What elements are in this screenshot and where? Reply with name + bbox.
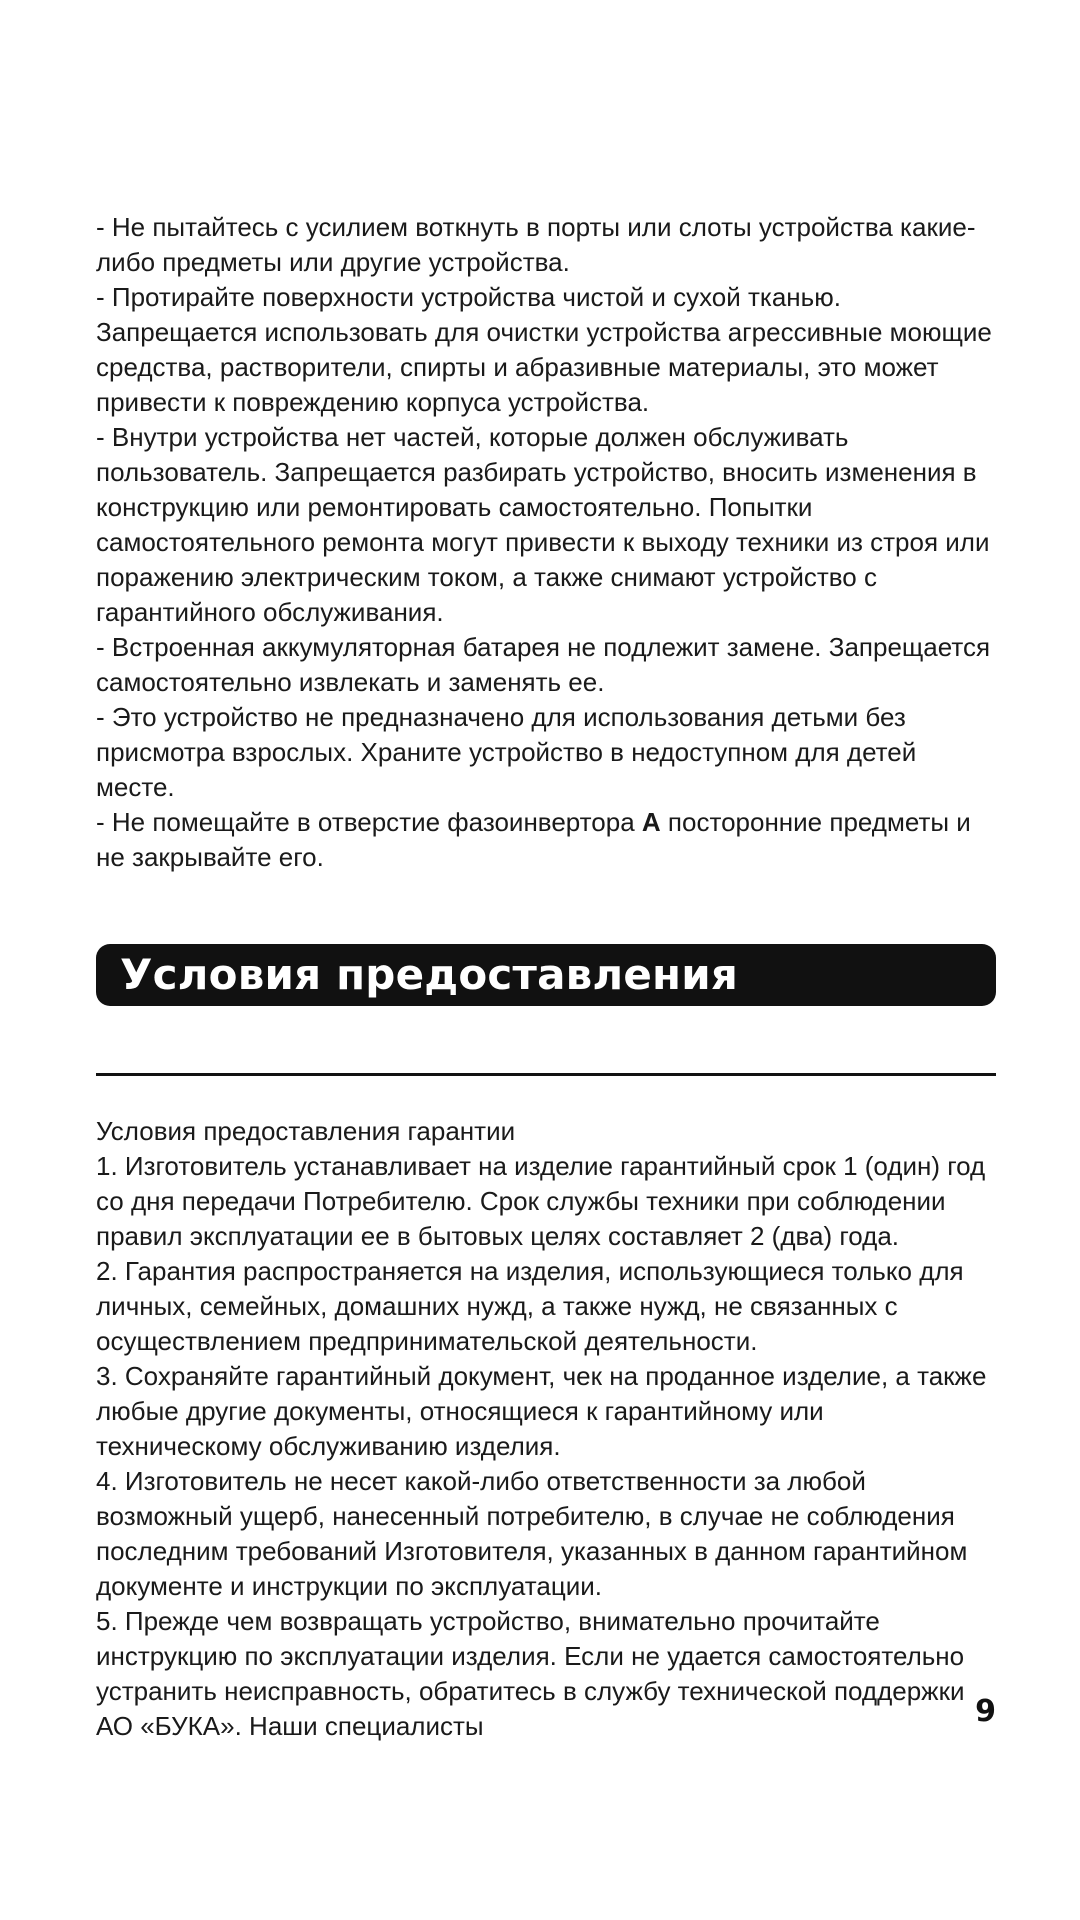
bass-port-label: A bbox=[641, 807, 661, 837]
safety-item-bass-port-text-start: - Не помещайте в отверстие фазоинвертора bbox=[96, 807, 642, 837]
document-page bbox=[96, 210, 996, 1744]
warranty-subtitle: Условия предоставления гарантии bbox=[96, 1116, 516, 1146]
safety-item-battery: - Встроенная аккумуляторная батарея не подлежит замене. Запрещается самостоятельно извлекать и заменять ее. bbox=[96, 632, 991, 697]
warranty-item-support: 5. Прежде чем возвращать устройство, внимательно прочитайте инструкцию по эксплуатации изделия. Если не удается самостоятельно устранить неисправность, обратитесь в службу технической поддержки АО «БУКА». Наши специалисты bbox=[96, 1606, 965, 1741]
warranty-item-scope: 2. Гарантия распространяется на изделия, использующиеся только для личных, семейных, домашних нужд, а также нужд, не связанных с осуществлением предпринимательской деятельности. bbox=[96, 1256, 964, 1356]
safety-item-ports: - Не пытайтесь с усилием воткнуть в порты или слоты устройства какие-либо предметы или другие устройства. bbox=[96, 212, 976, 277]
safety-item-cleaning: - Протирайте поверхности устройства чистой и сухой тканью. Запрещается использовать для очистки устройства агрессивные моющие средства, растворители, спирты и абразивные материалы, это может привести к повреждению корпуса устройства. bbox=[96, 282, 992, 417]
warranty-item-liability: 4. Изготовитель не несет какой-либо ответственности за любой возможный ущерб, нанесенный потребителю, в случае не соблюдения последним требований Изготовителя, указанных в данном гарантийном документе и инструкции по эксплуатации. bbox=[96, 1466, 968, 1601]
warranty-conditions bbox=[96, 1114, 996, 1744]
safety-item-no-serviceable-parts: - Внутри устройства нет частей, которые должен обслуживать пользователь. Запрещается разбирать устройство, вносить изменения в конструкцию или ремонтировать самостоятельно. Попытки самостоятельного ремонта могут привести к выходу техники из строя или поражению электрическим током, а также снимают устройство с гарантийного обслуживания. bbox=[96, 422, 990, 627]
safety-item-children: - Это устройство не предназначено для использования детьми без присмотра взрослых. Храните устройство в недоступном для детей месте. bbox=[96, 702, 917, 802]
safety-instructions bbox=[96, 210, 996, 875]
page-number: 9 bbox=[975, 1694, 996, 1729]
section-divider bbox=[96, 1073, 996, 1076]
safety-item-bass-port bbox=[96, 805, 996, 875]
section-heading-warranty: Условия предоставления гарантии bbox=[96, 944, 996, 1006]
safety-item-bass-port-text-end: посторонние предметы и не закрывайте его. bbox=[96, 807, 971, 872]
warranty-item-term: 1. Изготовитель устанавливает на изделие гарантийный срок 1 (один) год со дня передачи Потребителю. Срок службы техники при соблюдении правил эксплуатации ее в бытовых целях составляет 2 (два) года. bbox=[96, 1151, 986, 1251]
warranty-item-documents: 3. Сохраняйте гарантийный документ, чек на проданное изделие, а также любые другие документы, относящиеся к гарантийному или техническому обслуживанию изделия. bbox=[96, 1361, 987, 1461]
